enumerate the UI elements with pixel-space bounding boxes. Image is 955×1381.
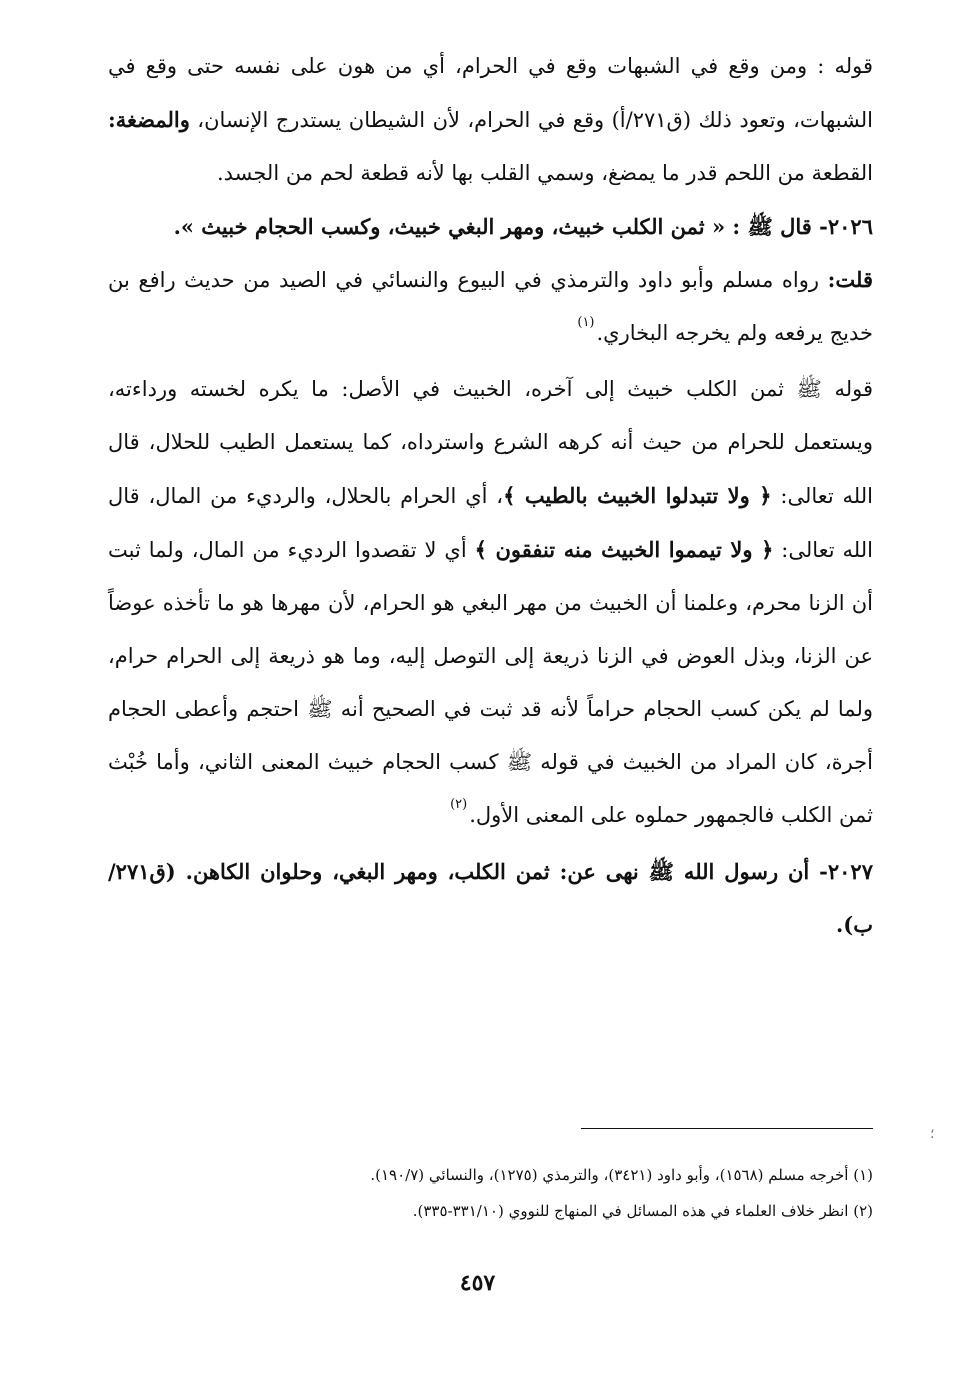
page-number: ٤٥٧ [459, 1270, 496, 1296]
footnotes [108, 1157, 873, 1229]
footnote-item: (١) أخرجه مسلم (١٥٦٨)، وأبو داود (٣٤٢١)، والترمذي (١٢٧٥)، والنسائي (١٩٠/٧). [370, 1166, 873, 1184]
paragraph-text: رواه مسلم وأبو داود والترمذي في البيوع والنسائي في الصيد من حديث رافع بن خديج يرفعه ولم يخرجه البخاري. [108, 268, 873, 345]
main-text [108, 40, 873, 951]
margin-mark: ؛ [930, 1126, 935, 1142]
quran-quote: ﴿ ولا تتبدلوا الخبيث بالطيب ﴾ [503, 483, 772, 508]
paragraph-mudgha [108, 40, 873, 200]
term-label: والمضغة: [108, 107, 190, 132]
paragraph-text: ، أي الحرام بالحلال، والرديء من المال، قال الله تعالى: [108, 484, 873, 562]
paragraph-commentary [108, 363, 873, 845]
paragraph-text: أي لا تقصدوا الرديء من المال، ولما ثبت أن الزنا محرم، وعلمنا أن الخبيث من مهر البغي هو الحرام، لأن مهرها هو ما تأخذه عوضاً عن الزنا، وبذل العوض في الزنا ذريعة إلى التوصل إليه، وما هو ذريعة إلى الحرام حرام، ولما لم يكن كسب الحجام حراماً لأنه قد ثبت في الصحيح أنه ﷺ احتجم وأعطى الحجام أجرة، كان المراد من الخبيث في قوله ﷺ كسب الحجام خبيث المعنى الثاني، وأما خُبْث ثمن الكلب فالجمهور حملوه على المعنى الأول. [108, 538, 873, 827]
footnote-item: (٢) انظر خلاف العلماء في هذه المسائل في المنهاج للنووي (٣٣١/١٠-٣٣٥). [412, 1202, 873, 1220]
paragraph-text: قوله : ومن وقع في الشبهات وقع في الحرام، أي من هون على نفسه حتى وقع في الشبهات، وتعود ذلك (ق٢٧١/أ) وقع في الحرام، لأن الشيطان يستدرج الإنسان، [108, 54, 874, 132]
paragraph-text: القطعة من اللحم قدر ما يمضغ، وسمي القلب بها لأنه قطعة لحم من الجسد. [216, 161, 873, 185]
qult-label: قلت: [827, 267, 873, 292]
hadith-2026: ٢٠٢٦- قال ﷺ : « ثمن الكلب خبيث، ومهر البغي خبيث، وكسب الحجام خبيث ». [173, 214, 873, 239]
quran-quote: ﴿ ولا تيمموا الخبيث منه تنفقون ﴾ [474, 537, 774, 562]
footnote-ref-2: (٢) [450, 797, 468, 812]
hadith-2027: ٢٠٢٧- أن رسول الله ﷺ نهى عن: ثمن الكلب، ومهر البغي، وحلوان الكاهن. (ق٢٧١/ب). [108, 859, 873, 937]
paragraph-qult [108, 253, 873, 363]
paragraph-text: قوله ﷺ ثمن الكلب خبيث إلى آخره، الخبيث في الأصل: ما يكره لخسته ورداءته، ويستعمل للحرام من حيث أنه كرهه الشرع واسترداه، كما يستعمل الطيب للحلال، قال الله تعالى: [108, 377, 873, 508]
footnote-divider [581, 1128, 873, 1129]
footnote-ref-1: (١) [577, 315, 595, 330]
